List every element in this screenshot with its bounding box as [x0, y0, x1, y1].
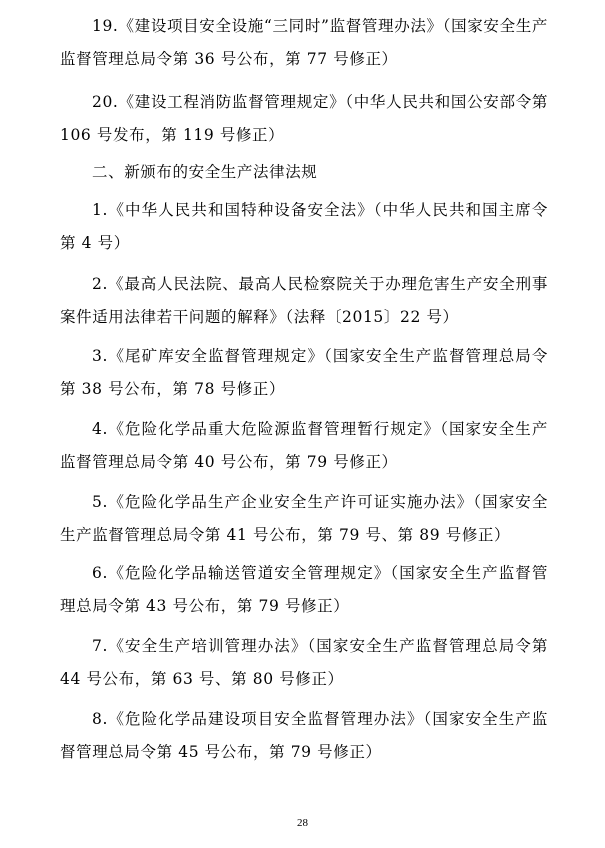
- list-item-new-7: 7.《安全生产培训管理办法》（国家安全生产监督管理总局令第 44 号公布，第 63 号、第 80 号修正）: [60, 637, 548, 688]
- list-item-new-4: 4.《危险化学品重大危险源监督管理暂行规定》（国家安全生产监督管理总局令第 40 号公布，第 79 号修正）: [60, 420, 548, 471]
- list-item-new-2: 2.《最高人民法院、最高人民检察院关于办理危害生产安全刑事案件适用法律若干问题的解释》（法释〔2015〕22 号）: [60, 275, 548, 326]
- list-item-new-3: 3.《尾矿库安全监督管理规定》（国家安全生产监督管理总局令第 38 号公布，第 78 号修正）: [60, 347, 548, 398]
- list-item-new-6: 6.《危险化学品输送管道安全管理规定》（国家安全生产监督管理总局令第 43 号公布，第 79 号修正）: [60, 564, 548, 615]
- list-item-new-8: 8.《危险化学品建设项目安全监督管理办法》（国家安全生产监督管理总局令第 45 号公布，第 79 号修正）: [60, 710, 548, 761]
- list-item-20: 20.《建设工程消防监督管理规定》（中华人民共和国公安部令第 106 号发布，第 119 号修正）: [60, 93, 548, 144]
- page-number: 28: [297, 817, 308, 829]
- list-item-19: 19.《建设项目安全设施“三同时”监督管理办法》（国家安全生产监督管理总局令第 36 号公布，第 77 号修正）: [60, 17, 548, 68]
- list-item-new-5: 5.《危险化学品生产企业安全生产许可证实施办法》（国家安全生产监督管理总局令第 41 号公布，第 79 号、第 89 号修正）: [60, 493, 548, 544]
- list-item-new-1: 1.《中华人民共和国特种设备安全法》（中华人民共和国主席令第 4 号）: [60, 201, 548, 252]
- section-heading: 二、新颁布的安全生产法律法规: [92, 163, 318, 181]
